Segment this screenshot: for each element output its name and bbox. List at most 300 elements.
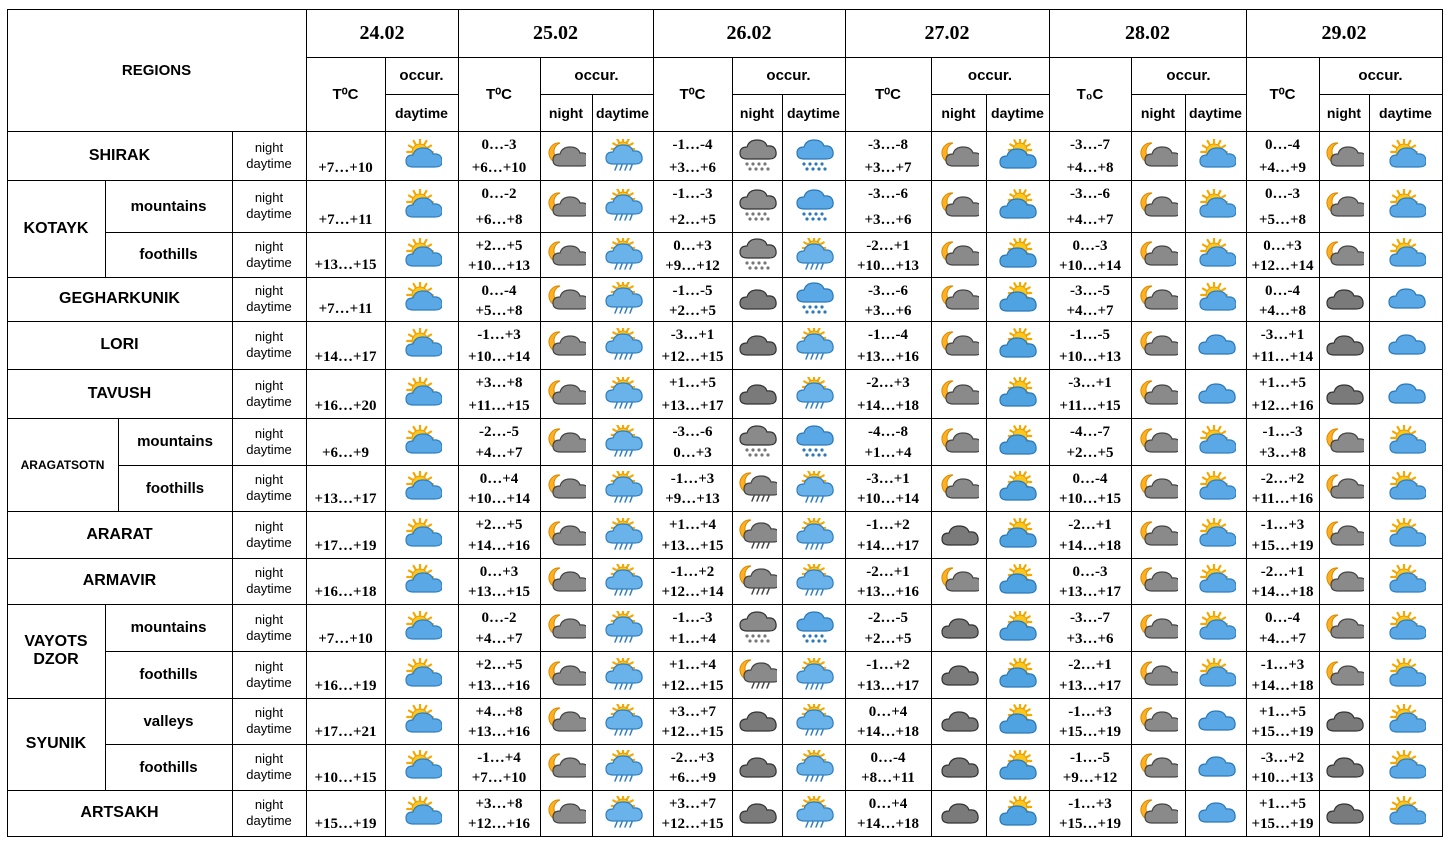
daytime-row-label: daytime xyxy=(246,488,292,503)
subregion-name xyxy=(105,744,233,791)
occur-header xyxy=(1131,57,1247,95)
snow-cloud-dark-icon xyxy=(737,611,777,645)
daytime-temp: +10…+15 xyxy=(314,770,377,786)
temp-cell xyxy=(1049,744,1132,791)
dark-cloud-icon xyxy=(737,750,777,784)
night-row-label: night xyxy=(254,472,284,487)
occur-label: occur. xyxy=(766,67,811,84)
daytime-temp: +13…+17 xyxy=(1058,584,1122,600)
daytime-weather-cell xyxy=(592,744,654,791)
daytime-temp: +13…+15 xyxy=(467,584,531,600)
sun-cloud-blue-icon xyxy=(998,189,1038,223)
daytime-weather-cell xyxy=(1185,790,1247,837)
temp-header xyxy=(1049,57,1132,132)
daytime-temp: +10…+13 xyxy=(1058,349,1122,365)
region-label: LORI xyxy=(100,336,139,353)
sun-cloud-blue-icon xyxy=(998,611,1038,645)
daytime-temp: +4…+7 xyxy=(1066,212,1114,228)
sun-rain-icon xyxy=(603,425,643,459)
moon-cloud-icon xyxy=(1138,704,1178,738)
temp-cell xyxy=(306,651,386,699)
daytime-temp: +4…+7 xyxy=(1066,303,1114,319)
night-weather-cell xyxy=(1319,744,1370,791)
date-label: 27.02 xyxy=(924,21,970,44)
night-temp: +4…+8 xyxy=(475,704,523,720)
daytime-label: daytime xyxy=(1379,104,1432,121)
region-name xyxy=(7,790,233,837)
moon-cloud-icon xyxy=(546,425,586,459)
daytime-temp: +12…+15 xyxy=(661,349,724,365)
temp-cell xyxy=(653,369,733,419)
daytime-temp: +14…+18 xyxy=(856,724,920,740)
daytime-temp: +12…+16 xyxy=(467,816,531,832)
sun-cloud-icon xyxy=(1386,471,1426,505)
daytime-weather-cell xyxy=(782,651,846,699)
night-daytime-label xyxy=(232,465,307,512)
night-weather-cell xyxy=(732,418,783,466)
temp-cell xyxy=(1246,790,1320,837)
night-weather-cell xyxy=(732,744,783,791)
temp-cell xyxy=(653,180,733,233)
moon-cloud-icon xyxy=(939,282,979,316)
moon-rain-icon xyxy=(737,564,777,598)
moon-cloud-icon xyxy=(1138,377,1178,411)
daytime-temp: +7…+10 xyxy=(318,631,373,647)
moon-cloud-icon xyxy=(939,238,979,272)
temp-cell xyxy=(306,465,386,512)
temp-cell xyxy=(653,511,733,559)
daytime-weather-cell xyxy=(385,418,459,466)
night-weather-cell xyxy=(1131,465,1186,512)
date-header xyxy=(845,9,1050,58)
sun-cloud-blue-icon xyxy=(998,139,1038,173)
dark-cloud-icon xyxy=(939,611,979,645)
temp-cell xyxy=(306,321,386,370)
night-weather-cell xyxy=(540,511,593,559)
temp-cell xyxy=(845,131,932,181)
night-row-label: night xyxy=(254,797,284,812)
daytime-weather-cell xyxy=(986,465,1050,512)
night-temp: +3…+8 xyxy=(475,375,523,391)
night-weather-cell xyxy=(1319,558,1370,605)
daytime-weather-cell xyxy=(986,604,1050,652)
sun-cloud-icon xyxy=(1386,238,1426,272)
sun-cloud-icon xyxy=(1196,425,1236,459)
daytime-weather-cell xyxy=(592,321,654,370)
temp-cell xyxy=(1246,651,1320,699)
temp-cell xyxy=(653,232,733,278)
blue-cloud-icon xyxy=(1196,750,1236,784)
night-weather-cell xyxy=(1319,418,1370,466)
temp-label: T⁰C xyxy=(485,86,512,103)
daytime-weather-cell xyxy=(782,558,846,605)
daytime-temp: +7…+10 xyxy=(471,770,527,786)
daytime-row-label: daytime xyxy=(246,627,292,643)
blue-cloud-icon xyxy=(1386,377,1426,411)
temp-cell xyxy=(845,558,932,605)
sun-cloud-icon xyxy=(1196,564,1236,598)
sun-rain-icon xyxy=(794,796,834,830)
night-weather-cell xyxy=(1319,232,1370,278)
daytime-weather-cell xyxy=(592,369,654,419)
daytime-temp: +10…+13 xyxy=(1251,770,1314,786)
night-temp: -3…-6 xyxy=(868,283,908,299)
daytime-weather-cell xyxy=(782,131,846,181)
temp-cell xyxy=(845,651,932,699)
night-temp: -2…+1 xyxy=(1068,517,1112,533)
temp-header xyxy=(458,57,541,132)
region-name xyxy=(7,604,106,699)
moon-cloud-icon xyxy=(939,328,979,362)
night-temp: -1…+3 xyxy=(477,327,521,343)
dark-cloud-icon xyxy=(737,704,777,738)
daytime-weather-cell xyxy=(1369,511,1443,559)
temp-cell xyxy=(653,131,733,181)
region-name xyxy=(7,511,233,559)
temp-cell xyxy=(458,131,541,181)
night-row-label: night xyxy=(254,565,284,580)
daytime-row-label: daytime xyxy=(246,345,292,360)
night-weather-cell xyxy=(540,651,593,699)
night-daytime-label xyxy=(232,744,307,791)
temp-cell xyxy=(1049,369,1132,419)
night-temp: -3…-7 xyxy=(1070,137,1110,153)
snow-cloud-dark-icon xyxy=(737,189,777,223)
night-daytime-label xyxy=(232,790,307,837)
sun-cloud-icon xyxy=(1196,238,1236,272)
daytime-row-label: daytime xyxy=(246,767,292,782)
night-weather-cell xyxy=(540,232,593,278)
night-temp: +2…+5 xyxy=(475,238,523,254)
daytime-weather-cell xyxy=(592,511,654,559)
night-weather-cell xyxy=(732,277,783,322)
night-weather-cell xyxy=(1131,131,1186,181)
temp-cell xyxy=(458,604,541,652)
moon-cloud-icon xyxy=(1138,611,1178,645)
night-temp: -1…+2 xyxy=(670,564,715,580)
date-header xyxy=(458,9,654,58)
daytime-temp: +2…+5 xyxy=(668,212,717,228)
temp-cell xyxy=(653,604,733,652)
sun-rain-icon xyxy=(794,518,834,552)
dark-cloud-icon xyxy=(1324,750,1364,784)
moon-rain-icon xyxy=(737,471,777,505)
night-row-label: night xyxy=(254,518,284,534)
night-header xyxy=(1131,94,1186,132)
moon-cloud-icon xyxy=(1138,189,1178,223)
temp-cell xyxy=(845,321,932,370)
night-temp: 0…-3 xyxy=(1072,564,1108,580)
subregion-label: valleys xyxy=(143,712,194,730)
daytime-weather-cell xyxy=(385,604,459,652)
region-name xyxy=(7,558,233,605)
night-temp: 0…+4 xyxy=(868,796,908,812)
temp-label: T⁰C xyxy=(1269,86,1296,103)
temp-cell xyxy=(1246,277,1320,322)
daytime-weather-cell xyxy=(385,232,459,278)
daytime-weather-cell xyxy=(385,698,459,745)
occur-header xyxy=(385,57,459,95)
daytime-temp: +14…+17 xyxy=(856,538,920,554)
night-temp: -2…-5 xyxy=(868,610,908,626)
daytime-weather-cell xyxy=(986,369,1050,419)
moon-cloud-icon xyxy=(546,377,586,411)
sun-rain-icon xyxy=(603,658,643,692)
daytime-weather-cell xyxy=(1369,232,1443,278)
sun-cloud-blue-icon xyxy=(998,796,1038,830)
night-temp: -2…+1 xyxy=(866,238,910,254)
sun-cloud-icon xyxy=(1196,282,1236,316)
temp-cell xyxy=(306,558,386,605)
daytime-weather-cell xyxy=(986,511,1050,559)
daytime-temp: +17…+21 xyxy=(314,724,377,740)
sun-cloud-icon xyxy=(402,796,442,830)
night-header xyxy=(732,94,783,132)
night-weather-cell xyxy=(732,465,783,512)
daytime-weather-cell xyxy=(1185,744,1247,791)
night-weather-cell xyxy=(1131,511,1186,559)
daytime-weather-cell xyxy=(592,465,654,512)
daytime-temp: +16…+20 xyxy=(314,398,377,414)
temp-header xyxy=(1246,57,1320,132)
night-temp: -3…-6 xyxy=(1070,186,1110,202)
sun-rain-icon xyxy=(603,328,643,362)
daytime-temp: +14…+18 xyxy=(856,816,920,832)
daytime-weather-cell xyxy=(1369,180,1443,233)
daytime-weather-cell xyxy=(1185,651,1247,699)
night-weather-cell xyxy=(732,369,783,419)
night-weather-cell xyxy=(732,651,783,699)
sun-rain-icon xyxy=(794,704,834,738)
sun-cloud-icon xyxy=(402,518,442,552)
daytime-weather-cell xyxy=(1185,511,1247,559)
moon-cloud-icon xyxy=(546,750,586,784)
daytime-weather-cell xyxy=(782,277,846,322)
night-weather-cell xyxy=(540,180,593,233)
snow-cloud-icon xyxy=(794,425,834,459)
sun-rain-icon xyxy=(603,471,643,505)
night-daytime-label xyxy=(232,131,307,181)
date-label: 24.02 xyxy=(359,21,405,44)
night-row-label: night xyxy=(254,705,284,720)
night-weather-cell xyxy=(931,698,987,745)
sun-cloud-icon xyxy=(402,425,442,459)
dark-cloud-icon xyxy=(939,518,979,552)
night-daytime-label xyxy=(232,651,307,699)
temp-cell xyxy=(1246,369,1320,419)
daytime-weather-cell xyxy=(782,604,846,652)
temp-cell xyxy=(458,698,541,745)
night-temp: 0…-3 xyxy=(1072,238,1108,254)
daytime-weather-cell xyxy=(385,277,459,322)
night-row-label: night xyxy=(254,139,284,155)
night-temp: -1…-5 xyxy=(1070,327,1110,343)
daytime-weather-cell xyxy=(1369,790,1443,837)
night-temp: -3…+1 xyxy=(670,327,715,343)
daytime-weather-cell xyxy=(782,321,846,370)
daytime-temp: +15…+19 xyxy=(1058,816,1122,832)
daytime-weather-cell xyxy=(592,790,654,837)
daytime-row-label: daytime xyxy=(246,206,292,221)
night-temp: -3…-5 xyxy=(1070,283,1110,299)
sun-rain-icon xyxy=(603,139,643,173)
occur-label: occur. xyxy=(574,67,619,84)
night-temp: +1…+5 xyxy=(668,375,717,391)
daytime-weather-cell xyxy=(592,558,654,605)
daytime-weather-cell xyxy=(385,558,459,605)
moon-rain-icon xyxy=(737,518,777,552)
sun-rain-icon xyxy=(603,611,643,645)
temp-cell xyxy=(1246,604,1320,652)
daytime-row-label: daytime xyxy=(246,534,292,550)
occur-header xyxy=(1319,57,1443,95)
night-weather-cell xyxy=(732,131,783,181)
temp-cell xyxy=(653,465,733,512)
night-weather-cell xyxy=(1131,604,1186,652)
moon-cloud-icon xyxy=(939,377,979,411)
moon-cloud-icon xyxy=(1324,425,1364,459)
daytime-temp: +14…+18 xyxy=(1251,678,1314,694)
night-weather-cell xyxy=(732,321,783,370)
daytime-temp: +4…+8 xyxy=(1258,303,1307,319)
daytime-temp: +7…+11 xyxy=(318,212,373,228)
moon-cloud-icon xyxy=(1138,518,1178,552)
daytime-temp: +10…+14 xyxy=(467,349,531,365)
moon-cloud-icon xyxy=(1138,238,1178,272)
daytime-temp: +13…+17 xyxy=(1058,678,1122,694)
temp-cell xyxy=(458,180,541,233)
daytime-temp: +2…+5 xyxy=(864,631,912,647)
temp-cell xyxy=(1049,698,1132,745)
daytime-weather-cell xyxy=(782,511,846,559)
daytime-temp: +10…+14 xyxy=(467,491,531,507)
night-weather-cell xyxy=(931,604,987,652)
moon-cloud-icon xyxy=(1138,328,1178,362)
night-temp: 0…-4 xyxy=(1265,137,1300,153)
daytime-temp: +2…+5 xyxy=(668,303,717,319)
moon-cloud-icon xyxy=(1324,658,1364,692)
sun-cloud-icon xyxy=(1386,564,1426,598)
daytime-temp: +4…+7 xyxy=(475,631,523,647)
sun-cloud-blue-icon xyxy=(998,564,1038,598)
daytime-temp: 0…+3 xyxy=(673,445,712,461)
daytime-header xyxy=(1185,94,1247,132)
sun-cloud-icon xyxy=(1386,611,1426,645)
moon-cloud-icon xyxy=(1138,471,1178,505)
moon-cloud-icon xyxy=(1324,238,1364,272)
daytime-temp: +13…+15 xyxy=(661,538,724,554)
night-daytime-label xyxy=(232,180,307,233)
sun-cloud-icon xyxy=(402,471,442,505)
occur-header xyxy=(931,57,1050,95)
temp-cell xyxy=(653,790,733,837)
temp-cell xyxy=(1049,232,1132,278)
night-temp: +2…+5 xyxy=(475,657,523,673)
night-weather-cell xyxy=(931,790,987,837)
region-label: GEGHARKUNIK xyxy=(59,290,180,307)
night-temp: 0…+4 xyxy=(868,704,908,720)
temp-cell xyxy=(458,651,541,699)
daytime-temp: +13…+17 xyxy=(856,678,920,694)
sun-cloud-blue-icon xyxy=(998,425,1038,459)
moon-cloud-icon xyxy=(546,139,586,173)
daytime-temp: +8…+11 xyxy=(861,770,915,786)
snow-cloud-dark-icon xyxy=(737,425,777,459)
temp-label: T⁰C xyxy=(332,86,359,103)
temp-cell xyxy=(1246,465,1320,512)
daytime-header xyxy=(782,94,846,132)
daytime-temp: +16…+18 xyxy=(314,584,377,600)
daytime-temp: +13…+17 xyxy=(314,491,377,507)
temp-cell xyxy=(306,180,386,233)
snow-cloud-icon xyxy=(794,189,834,223)
temp-cell xyxy=(1049,465,1132,512)
night-weather-cell xyxy=(1319,651,1370,699)
daytime-temp: +10…+13 xyxy=(856,258,920,274)
night-weather-cell xyxy=(540,558,593,605)
daytime-weather-cell xyxy=(986,321,1050,370)
night-weather-cell xyxy=(540,790,593,837)
night-temp: +3…+8 xyxy=(475,796,523,812)
daytime-weather-cell xyxy=(385,321,459,370)
moon-cloud-icon xyxy=(1138,658,1178,692)
night-weather-cell xyxy=(1319,321,1370,370)
daytime-row-label: daytime xyxy=(246,674,292,690)
night-row-label: night xyxy=(254,329,284,344)
dark-cloud-icon xyxy=(737,796,777,830)
temp-cell xyxy=(306,698,386,745)
night-daytime-label xyxy=(232,604,307,652)
daytime-label: daytime xyxy=(991,104,1044,121)
temp-cell xyxy=(458,232,541,278)
night-weather-cell xyxy=(732,698,783,745)
daytime-weather-cell xyxy=(592,418,654,466)
night-temp: 0…-4 xyxy=(481,283,517,299)
daytime-weather-cell xyxy=(385,465,459,512)
night-temp: +1…+5 xyxy=(1258,796,1307,812)
night-temp: -1…+3 xyxy=(1068,796,1112,812)
date-header xyxy=(1246,9,1443,58)
dark-cloud-icon xyxy=(1324,796,1364,830)
daytime-weather-cell xyxy=(986,744,1050,791)
daytime-temp: +17…+19 xyxy=(314,538,377,554)
region-label: SYUNIK xyxy=(25,735,87,752)
sun-rain-icon xyxy=(794,471,834,505)
daytime-temp: +3…+6 xyxy=(668,160,717,176)
night-weather-cell xyxy=(1131,698,1186,745)
night-temp: 0…+3 xyxy=(673,238,712,254)
daytime-temp: +9…+12 xyxy=(665,258,720,274)
daytime-weather-cell xyxy=(592,277,654,322)
moon-cloud-icon xyxy=(546,471,586,505)
sun-cloud-icon xyxy=(1196,471,1236,505)
dark-cloud-icon xyxy=(1324,704,1364,738)
temp-cell xyxy=(653,418,733,466)
temp-cell xyxy=(306,744,386,791)
moon-cloud-icon xyxy=(939,471,979,505)
sun-rain-icon xyxy=(794,750,834,784)
sun-rain-icon xyxy=(794,658,834,692)
sun-cloud-blue-icon xyxy=(998,658,1038,692)
daytime-weather-cell xyxy=(592,180,654,233)
moon-cloud-icon xyxy=(546,328,586,362)
daytime-temp: +13…+16 xyxy=(856,584,920,600)
night-weather-cell xyxy=(1131,277,1186,322)
temp-cell xyxy=(1246,232,1320,278)
sun-cloud-icon xyxy=(1196,658,1236,692)
daytime-weather-cell xyxy=(1185,131,1247,181)
daytime-temp: +3…+8 xyxy=(1258,445,1307,461)
